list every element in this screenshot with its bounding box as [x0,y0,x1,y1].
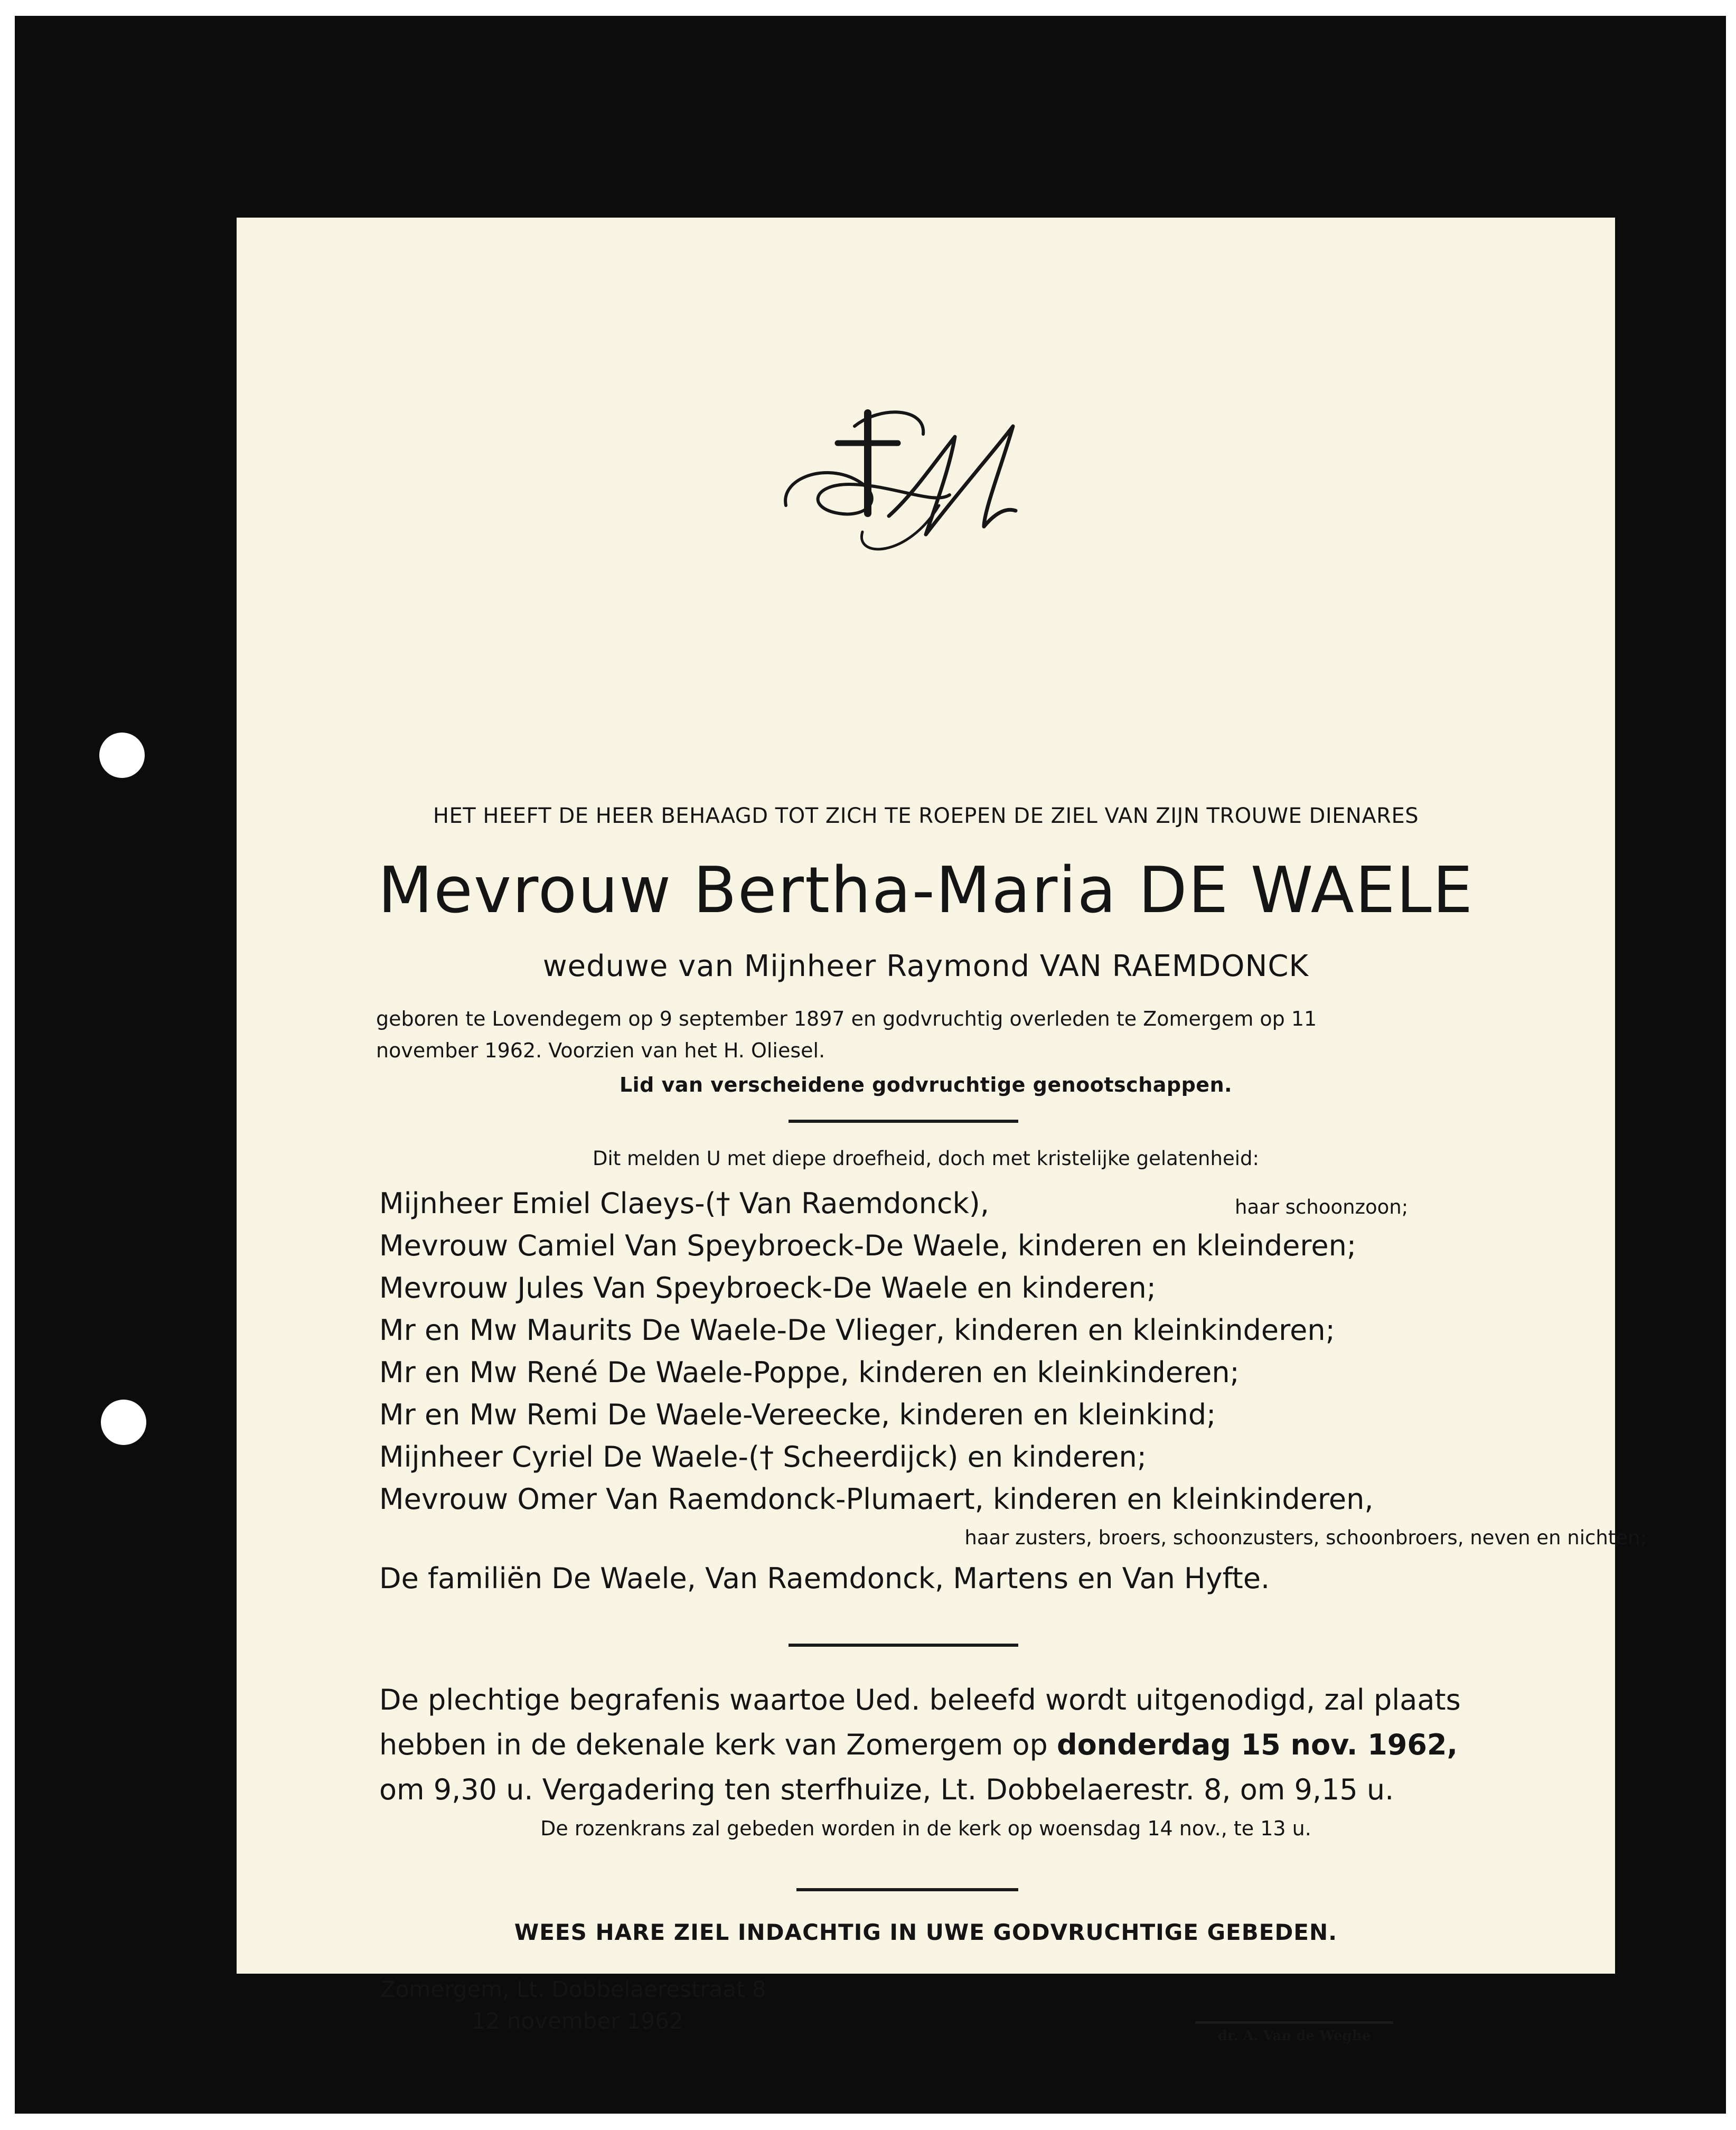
membership-line: Lid van verscheidene godvruchtige genootschappen. [619,1073,1233,1096]
printer-credit: dr. A. Van de Weghe [1217,2028,1371,2044]
printer-rule [1195,2021,1393,2024]
black-mounting-board [15,16,1726,2114]
mourner-line: De familiën De Waele, Van Raemdonck, Martens en Van Hyfte. [379,1562,1270,1595]
mourner-line: Mevrouw Jules Van Speybroeck-De Waele en kinderen; [379,1271,1156,1305]
funeral-line-2-text: hebben in de dekenale kerk van Zomergem op [379,1728,1057,1761]
cross-monogram-icon [775,405,1050,558]
punch-hole-bottom [101,1400,146,1445]
funeral-line-1: De plechtige begrafenis waartoe Ued. beleefd wordt uitgenodigd, zal plaats [379,1683,1461,1716]
divider [789,1120,1018,1123]
widow-of-line: weduwe van Mijnheer Raymond VAN RAEMDONCK [542,949,1309,983]
divider [796,1888,1018,1891]
deceased-name: Mevrouw Bertha-Maria DE WAELE [378,854,1474,927]
funeral-line-2 [379,1728,1458,1761]
address-line: Zomergem, Lt. Dobbelaerestraat 8 [380,1976,766,2002]
divider [789,1644,1018,1647]
closing-prayer: WEES HARE ZIEL INDACHTIG IN UWE GODVRUCHTIGE GEBEDEN. [514,1919,1338,1945]
notify-line: Dit melden U met diepe droefheid, doch met kristelijke gelatenheid: [593,1147,1259,1170]
mourner-line: Mr en Mw Maurits De Waele-De Vlieger, kinderen en kleinkinderen; [379,1313,1335,1347]
funeral-date: donderdag 15 nov. 1962, [1056,1728,1458,1761]
intro-line: HET HEEFT DE HEER BEHAAGD TOT ZICH TE ROEPEN DE ZIEL VAN ZIJN TROUWE DIENARES [433,804,1419,828]
mourner-line: Mevrouw Camiel Van Speybroeck-De Waele, kinderen en kleinderen; [379,1229,1357,1262]
birth-death-line-2: november 1962. Voorzien van het H. Oliesel. [376,1039,825,1062]
mourner-line: Mevrouw Omer Van Raemdonck-Plumaert, kinderen en kleinkinderen, [379,1482,1374,1516]
relatives-line: haar zusters, broers, schoonzusters, schoonbroers, neven en nichten; [964,1526,1647,1549]
mourner-relation: haar schoonzoon; [1235,1196,1409,1218]
mourner-line: Mijnheer Emiel Claeys-(† Van Raemdonck), [379,1187,990,1220]
funeral-line-3: om 9,30 u. Vergadering ten sterfhuize, Lt. Dobbelaerestr. 8, om 9,15 u. [379,1773,1394,1806]
punch-hole-top [99,733,145,778]
date-line: 12 november 1962 [472,2008,683,2034]
mourner-line: Mijnheer Cyriel De Waele-(† Scheerdijck) en kinderen; [379,1440,1147,1474]
birth-death-line-1: geboren te Lovendegem op 9 september 1897 en godvruchtig overleden te Zomergem op 11 [376,1007,1317,1030]
mourner-line: Mr en Mw René De Waele-Poppe, kinderen en kleinkinderen; [379,1356,1240,1389]
mourner-line: Mr en Mw Remi De Waele-Vereecke, kinderen en kleinkind; [379,1398,1216,1431]
rosary-line: De rozenkrans zal gebeden worden in de kerk op woensdag 14 nov., te 13 u. [540,1817,1311,1840]
death-notice-card [237,218,1647,2044]
